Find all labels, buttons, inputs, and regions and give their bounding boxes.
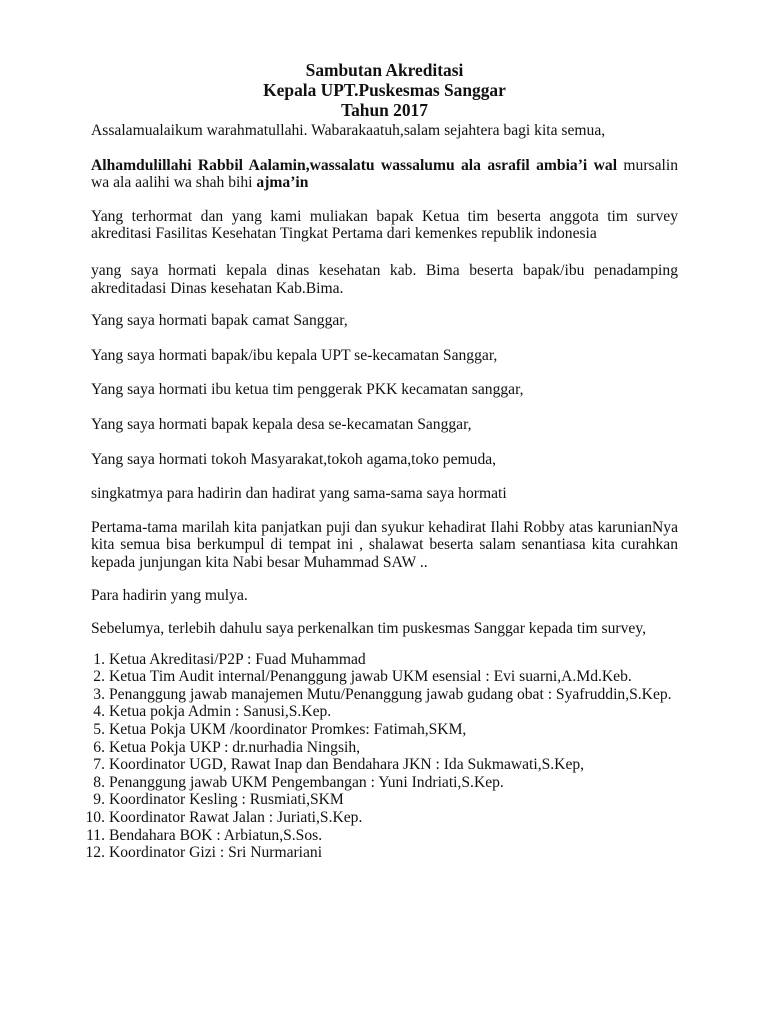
list-item: [91, 703, 678, 721]
list-item: [91, 739, 678, 757]
list-item: [91, 651, 678, 669]
list-item-number: 6.: [93, 738, 105, 756]
greeting-paragraph: Assalamualaikum warahmatullahi. Wabarakaatuh,salam sejahtera bagi kita semua,: [91, 122, 606, 139]
list-item: [91, 756, 678, 774]
list-item: [85, 809, 678, 827]
paragraph-honored-upt-heads: Yang saya hormati bapak/ibu kepala UPT se-kecamatan Sanggar,: [91, 346, 498, 364]
hamdalah-bold: Alhamdulillahi Rabbil Aalamin,wassalatu wassalumu ala asrafil ambia’i wal: [91, 156, 618, 174]
title-line-3: Tahun 2017: [341, 100, 428, 120]
list-item: [86, 826, 678, 845]
paragraph-honored-survey-team: Yang terhormat dan yang kami muliakan bapak Ketua tim beserta anggota tim survey akreditasi Fasilitas Kesehatan Tingkat Pertama dari kemenkes republik indonesia: [91, 207, 678, 243]
title-line-1: Sambutan Akreditasi: [305, 60, 464, 80]
list-item: [91, 791, 678, 809]
team-list: [85, 650, 678, 862]
paragraph-honored-camat: Yang saya hormati bapak camat Sanggar,: [91, 312, 348, 330]
list-item-number: 8.: [93, 773, 105, 791]
list-item: [85, 844, 678, 862]
list-item-number: 3.: [93, 685, 105, 703]
paragraph-introduce-team: Sebelumya, terlebih dahulu saya perkenalkan tim puskesmas Sanggar kepada tim survey,: [91, 620, 647, 638]
list-item-text: Ketua Akreditasi/P2P : Fuad Muhammad: [109, 650, 366, 668]
list-item-text: Penanggung jawab manajemen Mutu/Penanggung jawab gudang obat : Syafruddin,S.Kep.: [109, 685, 672, 703]
list-item-number: 9.: [93, 791, 105, 809]
list-item: [91, 721, 678, 739]
list-item-number: 5.: [93, 721, 105, 739]
paragraph-audience-respected: Para hadirin yang mulya.: [91, 586, 248, 604]
list-item-text: Ketua pokja Admin : Sanusi,S.Kep.: [109, 703, 332, 721]
list-item-number: 2.: [93, 668, 105, 686]
list-item-text: Ketua Pokja UKM /koordinator Promkes: Fatimah,SKM,: [109, 721, 467, 739]
list-item: [91, 686, 678, 704]
list-item-number: 11.: [86, 826, 105, 844]
list-item: [91, 668, 678, 686]
document-page: [85, 60, 678, 862]
document-title: [91, 60, 678, 120]
list-item-text: Koordinator UGD, Rawat Inap dan Bendahara JKN : Ida Sukmawati,S.Kep,: [109, 756, 585, 774]
paragraph-gratitude: Pertama-tama marilah kita panjatkan puji dan syukur kehadirat Ilahi Robby atas karunianNya kita semua bisa berkumpul di tempat ini , shalawat beserta salam senantiasa kita curahkan kepada junjungan kita Nabi besar Muhammad SAW ..: [91, 518, 678, 571]
title-line-2: Kepala UPT.Puskesmas Sanggar: [263, 80, 506, 100]
hamdalah-normal: mursalin wa ala aalihi wa shah bihi: [91, 156, 678, 192]
list-item-number: 4.: [93, 703, 105, 721]
list-item-text: Koordinator Kesling : Rusmiati,SKM: [109, 791, 344, 809]
list-item-number: 12.: [85, 844, 105, 862]
list-item-text: Ketua Tim Audit internal/Penanggung jawab UKM esensial : Evi suarni,A.Md.Keb.: [109, 668, 632, 686]
list-item-number: 1.: [93, 650, 105, 668]
list-item-text: Penanggung jawab UKM Pengembangan : Yuni Indriati,S.Kep.: [109, 773, 504, 791]
list-item-text: Ketua Pokja UKP : dr.nurhadia Ningsih,: [109, 738, 361, 756]
list-item-text: Koordinator Gizi : Sri Nurmariani: [109, 844, 323, 862]
list-item: [91, 774, 678, 792]
paragraph-honored-village-heads: Yang saya hormati bapak kepala desa se-kecamatan Sanggar,: [91, 415, 472, 433]
paragraph-honored-health-office: yang saya hormati kepala dinas kesehatan kab. Bima beserta bapak/ibu penadamping akreditadasi Dinas kesehatan Kab.Bima.: [91, 261, 678, 297]
hamdalah-paragraph: [91, 157, 678, 192]
list-item-text: Bendahara BOK : Arbiatun,S.Sos.: [109, 826, 323, 844]
list-item-text: Koordinator Rawat Jalan : Juriati,S.Kep.: [109, 809, 363, 827]
paragraph-honored-pkk: Yang saya hormati ibu ketua tim penggerak PKK kecamatan sanggar,: [91, 381, 524, 399]
list-item-number: 7.: [93, 756, 105, 774]
list-item-number: 10.: [85, 809, 105, 827]
hamdalah-bold-end: ajma’in: [256, 174, 309, 192]
paragraph-audience: singkatmya para hadirin dan hadirat yang sama-sama saya hormati: [91, 485, 507, 503]
paragraph-honored-community-figures: Yang saya hormati tokoh Masyarakat,tokoh agama,toko pemuda,: [91, 450, 497, 468]
